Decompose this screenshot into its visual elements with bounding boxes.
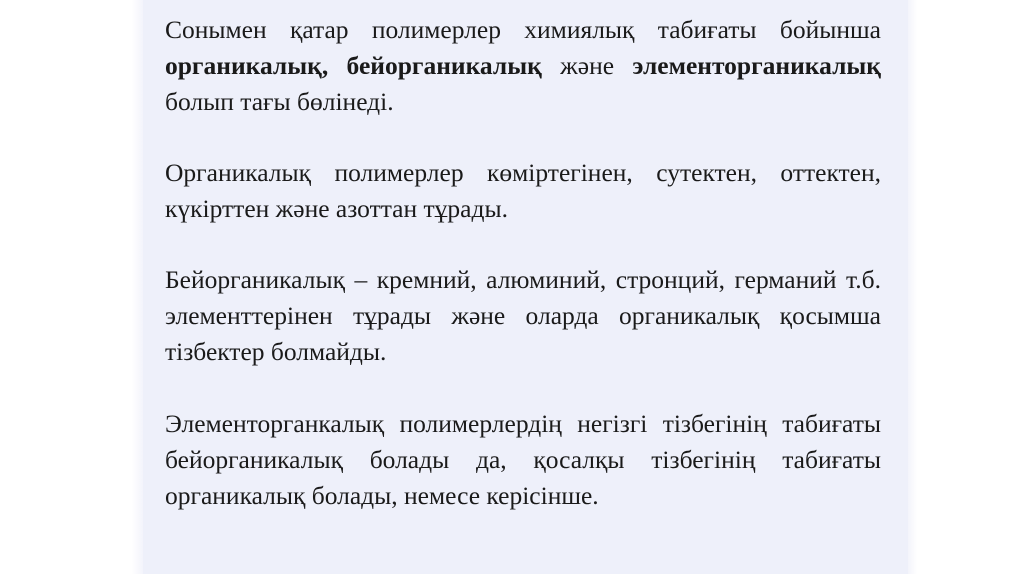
left-margin <box>0 0 143 574</box>
paragraph-1-text-2: және <box>541 51 633 80</box>
paragraph-polymer-classification <box>165 12 881 120</box>
paragraph-1-bold-elementorganic: элементорганикалық <box>632 51 881 80</box>
slide-panel <box>143 0 908 574</box>
right-margin <box>908 0 1024 574</box>
paragraph-inorganic-polymers <box>165 262 881 370</box>
paragraph-1-text-3: болып тағы бөлінеді. <box>165 87 394 116</box>
paragraph-organic-polymers <box>165 155 881 227</box>
paragraph-elementorganic-polymers <box>165 406 881 514</box>
paragraph-1-bold-organic-inorganic: органикалық, бейорганикалық <box>165 51 542 80</box>
slide-text-block <box>165 12 881 514</box>
paragraph-3-text: Бейорганикалық – кремний, алюминий, стронций, германий т.б. элементтерінен тұрады және оларда органикалық қосымша тізбектер болмайды. <box>165 265 881 366</box>
paragraph-4-text: Элементорганкалық полимерлердің негізгі тізбегінің табиғаты бейорганикалық болады да, қосалқы тізбегінің табиғаты органикалық болады, немесе керісінше. <box>165 409 881 510</box>
paragraph-1-text-1: Сонымен қатар полимерлер химиялық табиғаты бойынша <box>165 15 881 44</box>
paragraph-2-text: Органикалық полимерлер көміртегінен, сутектен, оттектен, күкірттен және азоттан тұрады. <box>165 158 881 223</box>
